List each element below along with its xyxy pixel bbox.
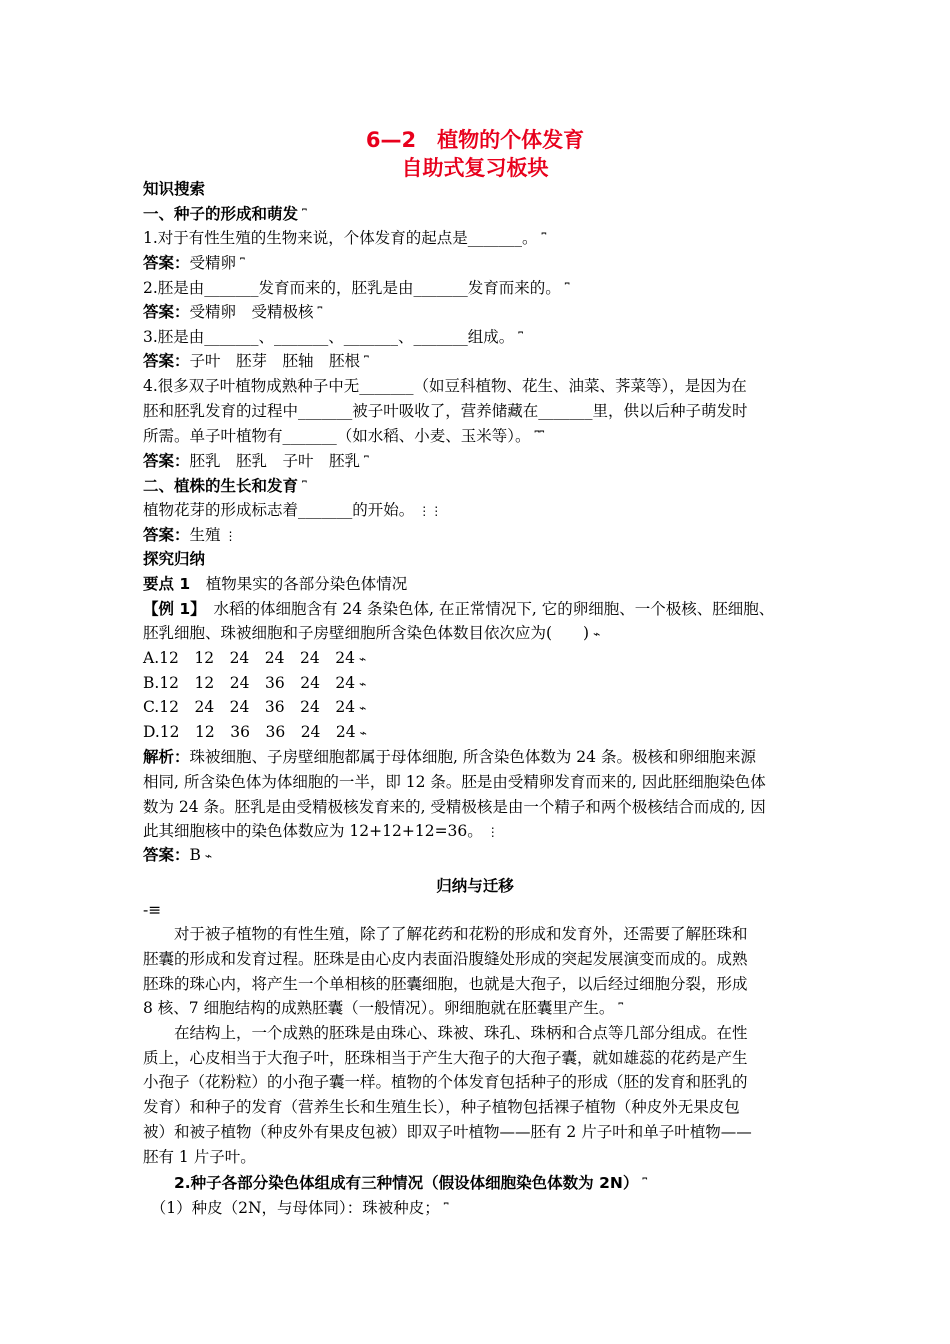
text-line	[143, 349, 813, 375]
line-lead: 答案：	[143, 303, 190, 321]
text-line	[143, 498, 813, 524]
line-lead: 知识搜索	[143, 180, 206, 198]
line-text: 2.胚是由_______发育而来的，胚乳是由_______发育而来的。	[143, 279, 561, 297]
line-text: 胚珠的珠心内，将产生一个单相核的胚囊细胞，也就是大孢子，以后经过细胞分裂，形成	[143, 975, 748, 993]
text-line	[143, 374, 813, 399]
margin-mark-icon: ⎴	[443, 1201, 449, 1216]
text-line	[143, 745, 813, 770]
line-lead: 【例 1】	[143, 600, 198, 618]
line-text: 胚乳 胚乳 子叶 胚乳	[189, 452, 361, 470]
line-lead: 答案：	[143, 526, 190, 544]
margin-mark-icon: ⎴	[317, 305, 323, 320]
line-lead: 2.种子各部分染色体组成有三种情况（假设体细胞染色体数为 2N）	[143, 1174, 639, 1192]
margin-mark-icon: ⌁	[359, 676, 367, 691]
line-text: 受精卵 受精极核	[189, 303, 314, 321]
text-line	[0, 874, 950, 899]
text-line	[143, 1196, 813, 1222]
line-text: 被）和被子植物（种皮外有果皮包被）即双子叶植物——胚有 2 片子叶和单子叶植物——	[143, 1123, 752, 1141]
text-line	[143, 947, 813, 972]
line-text: 4.很多双子叶植物成熟种子中无_______（如豆科植物、花生、油菜、荠菜等），是因为在	[143, 377, 747, 395]
text-line	[143, 300, 813, 326]
line-text: 植物果实的各部分染色体情况	[190, 575, 408, 593]
line-text: 对于被子植物的有性生殖，除了了解花药和花粉的形成和发育外，还需要了解胚珠和	[143, 925, 748, 943]
text-line	[143, 325, 813, 351]
margin-mark-icon: ⌁	[593, 626, 601, 641]
line-lead: 一、种子的形成和萌发	[143, 205, 299, 223]
line-lead: 答案：	[143, 352, 190, 370]
line-text: 数为 24 条。胚乳是由受精极核发育来的, 受精极核是由一个精子和两个极核结合而成的, 因	[143, 798, 766, 816]
text-line	[143, 996, 813, 1022]
line-text: 发育）和种子的发育（营养生长和生殖生长），种子植物包括裸子植物（种皮外无果皮包	[143, 1098, 740, 1116]
text-line	[143, 399, 813, 424]
line-text: 8 核、7 细胞结构的成熟胚囊（一般情况）。卵细胞就在胚囊里产生。	[143, 999, 615, 1017]
line-text: 小孢子（花粉粒）的小孢子囊一样。植物的个体发育包括种子的形成（胚的发育和胚乳的	[143, 1073, 748, 1091]
text-line	[143, 1070, 813, 1095]
text-line	[143, 720, 813, 746]
line-text: 1.对于有性生殖的生物来说，个体发育的起点是_______。	[143, 229, 538, 247]
line-text: D.12 12 36 36 24 24	[143, 723, 356, 741]
margin-mark-icon: ⎴⎴	[534, 429, 545, 444]
line-text: 胚囊的形成和发育过程。胚珠是由心皮内表面沿腹缝处形成的突起发展演变而成的。成熟	[143, 950, 748, 968]
text-line	[143, 621, 813, 647]
margin-mark-icon: ⎴	[518, 330, 524, 345]
line-text: 胚和胚乳发育的过程中_______被子叶吸收了，营养储藏在_______里，供以后种子萌发时	[143, 402, 748, 420]
line-text: 胚有 1 片子叶。	[143, 1148, 256, 1166]
text-line	[143, 547, 813, 572]
text-line	[143, 202, 813, 228]
text-line	[143, 898, 813, 923]
line-lead: 答案：	[143, 254, 190, 272]
line-text: 此其细胞核中的染色体数应为 12+12+12=36。	[143, 822, 483, 840]
line-text: 子叶 胚芽 胚轴 胚根	[189, 352, 361, 370]
text-line	[143, 1120, 813, 1145]
line-text: C.12 24 24 36 24 24	[143, 698, 356, 716]
text-line	[143, 424, 813, 450]
text-line	[143, 572, 813, 597]
line-text: -≡	[143, 901, 162, 919]
line-text: 水稻的体细胞含有 24 条染色体, 在正常情况下, 它的卵细胞、一个极核、胚细胞、	[197, 600, 775, 618]
text-line	[143, 1046, 813, 1071]
text-line	[143, 449, 813, 475]
margin-mark-icon: ⌁	[359, 725, 367, 740]
margin-mark-icon: ⎴	[618, 1001, 624, 1016]
line-text: 胚乳细胞、珠被细胞和子房壁细胞所含染色体数目依次应为( )	[143, 624, 590, 642]
text-line	[143, 819, 813, 845]
line-text: 植物花芽的形成标志着_______的开始。	[143, 501, 415, 519]
line-text: 相同, 所含染色体为体细胞的一半，即 12 条。胚是由受精卵发育而来的, 因此胚细胞染色体	[143, 773, 766, 791]
line-text: 质上，心皮相当于大孢子叶，胚珠相当于产生大孢子的大孢子囊，就如雄蕊的花药是产生	[143, 1049, 748, 1067]
margin-mark-icon: ⎴	[364, 354, 369, 369]
document-title: 6—2 植物的个体发育	[365, 128, 585, 152]
margin-mark-icon: ⎴	[302, 479, 307, 494]
line-lead: 答案：	[143, 452, 190, 470]
text-line	[143, 177, 813, 202]
text-line	[143, 1145, 813, 1170]
line-text: 在结构上，一个成熟的胚珠是由珠心、珠被、珠孔、珠柄和合点等几部分组成。在性	[143, 1024, 748, 1042]
text-line	[143, 695, 813, 721]
line-text: B	[189, 846, 201, 864]
margin-mark-icon: ⎴	[364, 454, 369, 469]
text-line	[143, 597, 813, 622]
text-line	[143, 922, 813, 947]
text-line	[143, 843, 813, 869]
line-text: 所需。单子叶植物有_______（如水稻、小麦、玉米等）。	[143, 427, 531, 445]
text-line	[143, 1021, 813, 1046]
line-lead: 要点 1	[143, 575, 191, 593]
text-line	[143, 646, 813, 672]
text-line	[143, 1171, 813, 1197]
text-line	[143, 671, 813, 697]
line-lead: 解析：	[143, 748, 190, 766]
document-subtitle: 自助式复习板块	[401, 156, 549, 180]
text-line	[143, 523, 813, 549]
margin-mark-icon: ⋮	[224, 528, 237, 543]
margin-mark-icon: ⋮⋮	[418, 503, 443, 518]
line-lead: 归纳与迁移	[436, 877, 514, 895]
line-lead: 答案：	[143, 846, 190, 864]
line-lead: 二、植株的生长和发育	[143, 477, 299, 495]
text-line	[143, 226, 813, 252]
line-text: 3.胚是由_______、_______、_______、_______组成。	[143, 328, 515, 346]
line-text: 珠被细胞、子房壁细胞都属于母体细胞, 所含染色体数为 24 条。极核和卵细胞来源	[189, 748, 756, 766]
text-line	[143, 276, 813, 302]
margin-mark-icon: ⎴	[642, 1176, 648, 1191]
line-text: （1）种皮（2N，与母体同）：珠被种皮；	[143, 1199, 440, 1217]
line-lead: 探究归纳	[143, 550, 206, 568]
margin-mark-icon: ⎴	[541, 231, 547, 246]
text-line	[143, 251, 813, 277]
margin-mark-icon: ⋮	[486, 824, 499, 839]
margin-mark-icon: ⌁	[204, 848, 213, 863]
line-text: 生殖	[189, 526, 221, 544]
line-text: 受精卵	[189, 254, 237, 272]
line-text: A.12 12 24 24 24 24	[143, 649, 355, 667]
margin-mark-icon: ⎴	[302, 207, 307, 222]
margin-mark-icon: ⎴	[240, 256, 245, 271]
text-line	[143, 972, 813, 997]
text-line	[143, 770, 813, 795]
text-line	[143, 1095, 813, 1120]
line-text: B.12 12 24 36 24 24	[143, 674, 356, 692]
text-line	[143, 795, 813, 820]
margin-mark-icon: ⎴	[564, 281, 570, 296]
margin-mark-icon: ⌁	[359, 700, 367, 715]
text-line	[143, 474, 813, 500]
margin-mark-icon: ⌁	[358, 651, 367, 666]
